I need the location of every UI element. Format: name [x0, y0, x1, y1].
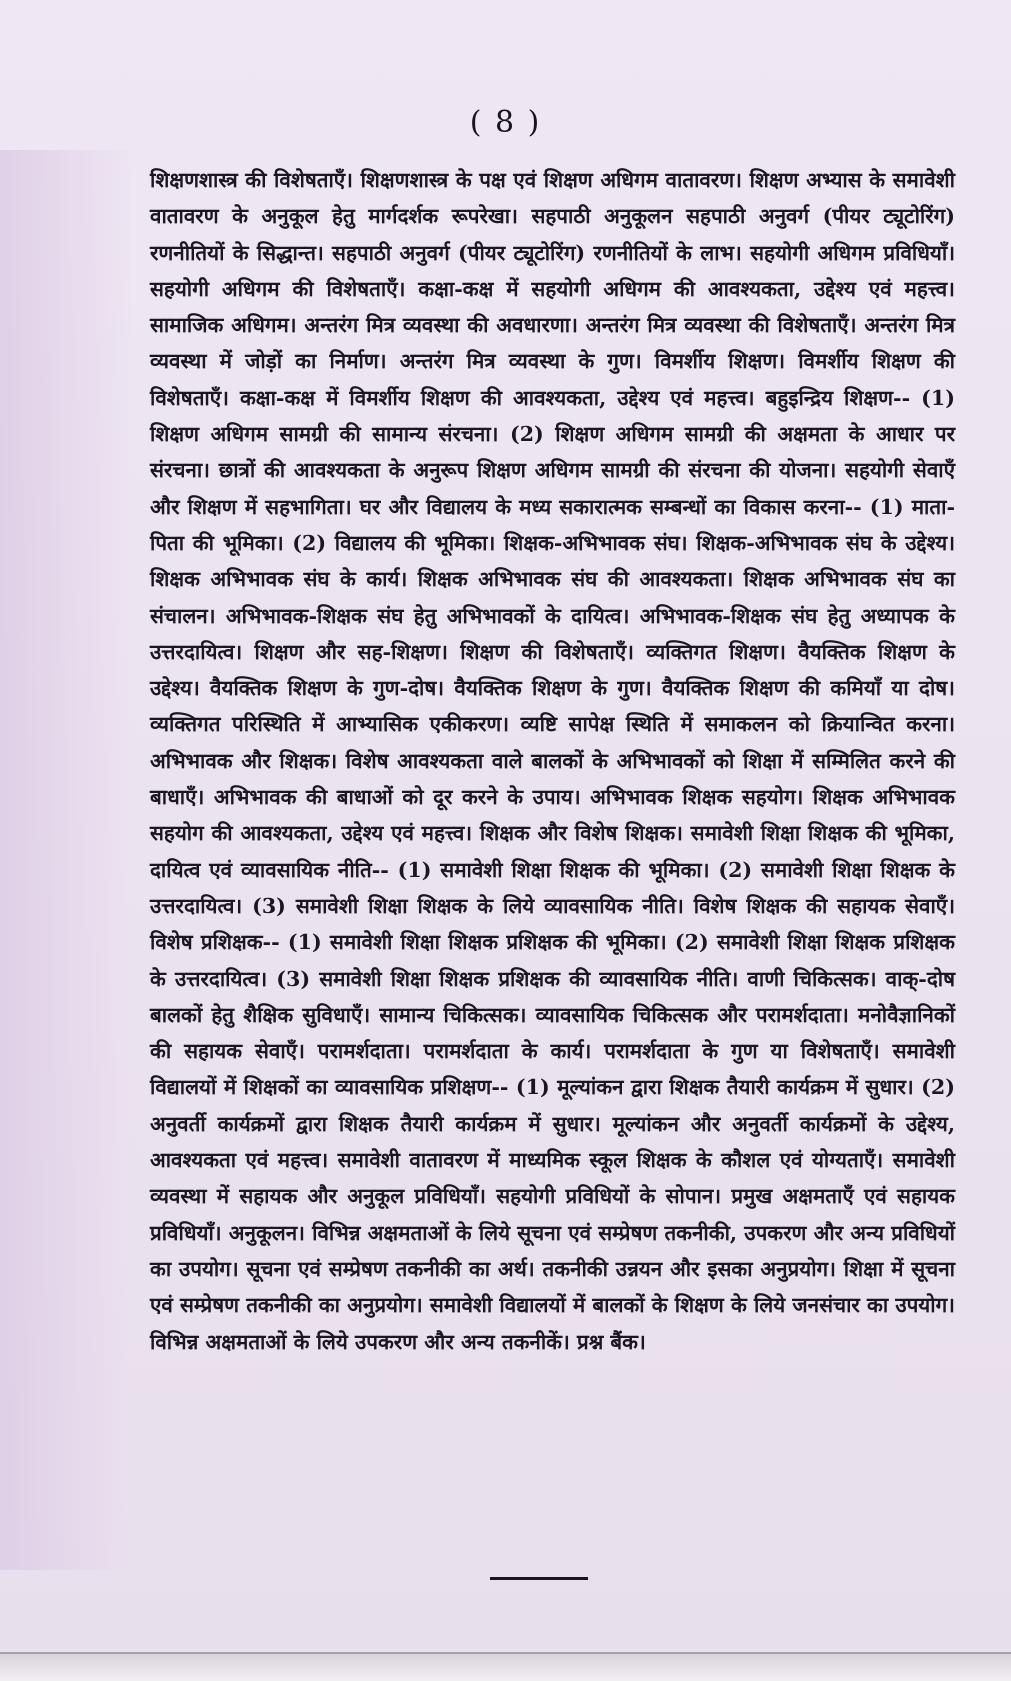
show-through-left-margin — [0, 150, 130, 1570]
body-text: शिक्षणशास्त्र की विशेषताएँ। शिक्षणशास्त्र के पक्ष एवं शिक्षण अधिगम वातावरण। शिक्षण अभ्यास के समावेशी वातावरण के अनुकूल हेतु मार्गदर्शक रूपरेखा। सहपाठी अनुकूलन सहपाठी अनुवर्ग (पीयर ट्यूटोरिंग) रणनीतियों के सिद्धान्त। सहपाठी अनुवर्ग (पीयर ट्यूटोरिंग) रणनीतियों के लाभ। सहयोगी अधिगम प्रविधियाँ। सहयोगी अधिगम की विशेषताएँ। कक्षा-कक्ष में सहयोगी अधिगम की आवश्यकता, उद्देश्य एवं महत्त्व। सामाजिक अधिगम। अन्तरंग मित्र व्यवस्था की अवधारणा। अन्तरंग मित्र व्यवस्था की विशेषताएँ। अन्तरंग मित्र व्यवस्था में जोड़ों का निर्माण। अन्तरंग मित्र व्यवस्था के गुण। विमर्शीय शिक्षण। विमर्शीय शिक्षण की विशेषताएँ। कक्षा-कक्ष में विमर्शीय शिक्षण की आवश्यकता, उद्देश्य एवं महत्त्व। बहुइन्द्रिय शिक्षण-- (1) शिक्षण अधिगम सामग्री की सामान्य संरचना। (2) शिक्षण अधिगम सामग्री की अक्षमता के आधार पर संरचना। छात्रों की आवश्यकता के अनुरूप शिक्षण अधिगम सामग्री की संरचना की योजना। सहयोगी सेवाएँ और शिक्षण में सहभागिता। घर और विद्यालय के मध्य सकारात्मक सम्बन्धों का विकास करना-- (1) माता-पिता की भूमिका। (2) विद्यालय की भूमिका। शिक्षक-अभिभावक संघ। शिक्षक-अभिभावक संघ के उद्देश्य। शिक्षक अभिभावक संघ के कार्य। शिक्षक अभिभावक संघ की आवश्यकता। शिक्षक अभिभावक संघ का संचालन। अभिभावक-शिक्षक संघ हेतु अभिभावकों के दायित्व। अभिभावक-शिक्षक संघ हेतु अध्यापक के उत्तरदायित्व। शिक्षण और सह-शिक्षण। शिक्षण की विशेषताएँ। व्यक्तिगत शिक्षण। वैयक्तिक शिक्षण के उद्देश्य। वैयक्तिक शिक्षण के गुण-दोष। वैयक्तिक शिक्षण के गुण। वैयक्तिक शिक्षण की कमियाँ या दोष। व्यक्तिगत परिस्थिति में आभ्यासिक एकीकरण। व्यष्टि सापेक्ष स्थिति में समाकलन को क्रियान्वित करना। अभिभावक और शिक्षक। विशेष आवश्यकता वाले बालकों के अभिभावकों को शिक्षा में सम्मिलित करने की बाधाएँ। अभिभावक की बाधाओं को दूर करने के उपाय। अभिभावक शिक्षक सहयोग। शिक्षक अभिभावक सहयोग की आवश्यकता, उद्देश्य एवं महत्त्व। शिक्षक और विशेष शिक्षक। समावेशी शिक्षा शिक्षक की भूमिका, दायित्व एवं व्यावसायिक नीति-- (1) समावेशी शिक्षा शिक्षक की भूमिका। (2) समावेशी शिक्षा शिक्षक के उत्तरदायित्व। (3) समावेशी शिक्षा शिक्षक के लिये व्यावसायिक नीति। विशेष शिक्षक की सहायक सेवाएँ। विशेष प्रशिक्षक-- (1) समावेशी शिक्षा शिक्षक प्रशिक्षक की भूमिका। (2) समावेशी शिक्षा शिक्षक प्रशिक्षक के उत्तरदायित्व। (3) समावेशी शिक्षा शिक्षक प्रशिक्षक की व्यावसायिक नीति। वाणी चिकित्सक। वाक्-दोष बालकों हेतु शैक्षिक सुविधाएँ। सामान्य चिकित्सक। व्यावसायिक चिकित्सक और परामर्शदाता। मनोवैज्ञानिकों की सहायक सेवाएँ। परामर्शदाता। परामर्शदाता के कार्य। परामर्शदाता के गुण या विशेषताएँ। समावेशी विद्यालयों में शिक्षकों का व्यावसायिक प्रशिक्षण-- (1) मूल्यांकन द्वारा शिक्षक तैयारी कार्यक्रम में सुधार। (2) अनुवर्ती कार्यक्रमों द्वारा शिक्षक तैयारी कार्यक्रम में सुधार। मूल्यांकन और अनुवर्ती कार्यक्रमों के उद्देश्य, आवश्यकता एवं महत्त्व। समावेशी वातावरण में माध्यमिक स्कूल शिक्षक के कौशल एवं योग्यताएँ। समावेशी व्यवस्था में सहायक और अनुकूल प्रविधियाँ। सहयोगी प्रविधियों के सोपान। प्रमुख अक्षमताएँ एवं सहायक प्रविधियाँ। अनुकूलन। विभिन्न अक्षमताओं के लिये सूचना एवं सम्प्रेषण तकनीकी, उपकरण और अन्य प्रविधियों का उपयोग। सूचना एवं सम्प्रेषण तकनीकी का अर्थ। तकनीकी उन्नयन और इसका अनुप्रयोग। शिक्षा में सूचना एवं सम्प्रेषण तकनीकी का अनुप्रयोग। समावेशी विद्यालयों में बालकों के शिक्षण के लिये जनसंचार का उपयोग। विभिन्न अक्षमताओं के लिये उपकरण और अन्य तकनीकें। प्रश्न बैंक। — [150, 168, 955, 1354]
page-bottom-edge — [0, 1652, 1011, 1681]
body-paragraph — [150, 162, 955, 1360]
page-number: ( 8 ) — [469, 105, 542, 140]
end-divider — [490, 1577, 588, 1580]
